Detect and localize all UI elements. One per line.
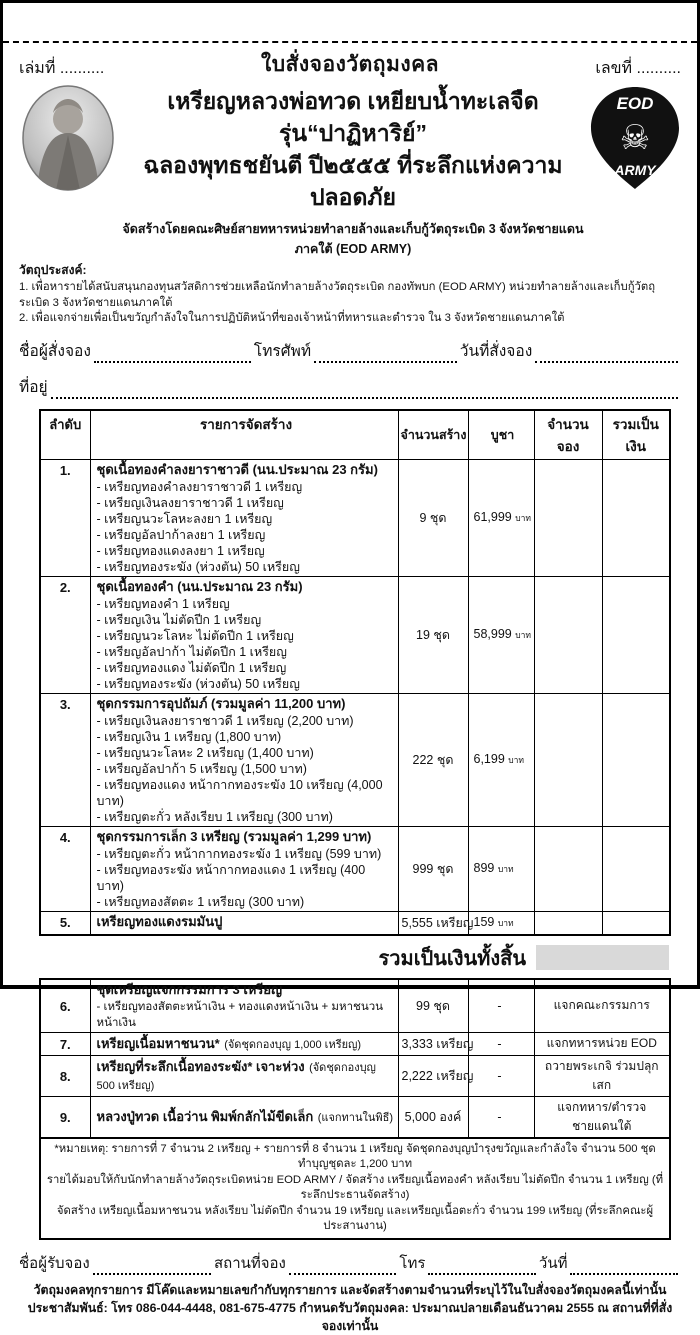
amount-cell: [602, 576, 670, 693]
qty-made-cell: 222 ชุด: [398, 693, 468, 826]
organizer-line: จัดสร้างโดยคณะศิษย์สายทหารหน่วยทำลายล้างและเก็บกู้วัตถุระเบิด 3 จังหวัดชายแดนภาคใต้ (EOD ARMY): [122, 222, 584, 256]
objectives-heading: วัตถุประสงค์:: [19, 263, 87, 277]
item-line: - เหรียญเงิน ไม่ตัดปีก 1 เหรียญ: [96, 612, 262, 627]
grand-total-label: รวมเป็นเงินทั้งสิ้น: [378, 947, 526, 970]
table-row: [40, 576, 670, 693]
item-note: (จัดชุดกองบุญ 1,000 เหรียญ): [224, 1038, 362, 1051]
qty-booked-cell: [534, 826, 602, 911]
item-line: - เหรียญทองแดง ไม่ตัดปีก 1 เหรียญ: [96, 660, 287, 675]
item-title: ชุดเหรียญแจกกรรมการ 3 เหรียญ: [96, 981, 283, 997]
item-title: เหรียญเนื้อมหาชนวน*: [96, 1035, 220, 1051]
price-cell: -: [468, 1055, 534, 1096]
table-row: [40, 826, 670, 911]
receiver-phone-label: โทร: [399, 1254, 426, 1272]
qty-made-cell: 5,000 องค์: [398, 1096, 468, 1138]
item-line: - เหรียญเงินลงยาราชาวดี 1 เหรียญ: [96, 495, 284, 510]
qty-made-cell: 5,555 เหรียญ: [398, 911, 468, 935]
footnote-line-3: จัดสร้าง เหรียญเนื้อมหาชนวน หลังเรียบ ไม่ตัดปีก จำนวน 19 เหรียญ และเหรียญเนื้อตะกั่ว จำนวน 199 เหรียญ (ที่ระลึกคณะผู้ประสานงาน): [56, 1204, 654, 1232]
item-title: ชุดกรรมการเล็ก 3 เหรียญ (รวมมูลค่า 1,299 บาท): [96, 828, 372, 844]
remark-cell: แจกทหารหน่วย EOD: [534, 1032, 670, 1055]
table-row: [40, 1096, 670, 1138]
col-header-amount: รวมเป็นเงิน: [602, 410, 670, 460]
footnote-row: [40, 1138, 670, 1239]
amulet-title-line2: ฉลองพุทธชยันตี ปี๒๕๕๕ ที่ระลึกแห่งความปลอดภัย: [143, 152, 563, 210]
receive-date-fill-line: [570, 1258, 678, 1275]
table-row: [40, 979, 670, 1033]
item-line: - เหรียญนวะโลหะลงยา 1 เหรียญ: [96, 511, 273, 526]
page-title: ใบสั่งจองวัตถุมงคล: [261, 53, 439, 76]
orderer-phone-label: โทรศัพท์: [253, 342, 312, 360]
item-line: - เหรียญอัลปาก้าลงยา 1 เหรียญ: [96, 527, 266, 542]
col-header-qty-booked: จำนวนจอง: [534, 410, 602, 460]
row-number: 3.: [40, 693, 90, 826]
item-line: - เหรียญทองคำลงยาราชาวดี 1 เหรียญ: [96, 479, 303, 494]
table-row: [40, 693, 670, 826]
objective-item-1: 1. เพื่อหารายได้สนับสนุนกองทุนสวัสดิการช่วยเหลือนักทำลายล้างวัตถุระเบิด กองทัพบก (EOD ARMY) หน่วยทำลายล้างและเก็บกู้วัตถุระเบิด 3 จังหวัดชายแดนภาคใต้: [19, 281, 656, 309]
address-fill-line: [51, 382, 678, 399]
qty-booked-cell: [534, 576, 602, 693]
item-line: - เหรียญทองคำ 1 เหรียญ: [96, 596, 230, 611]
item-line: - เหรียญตะกั่ว หลังเรียบ 1 เหรียญ (300 บาท): [96, 809, 333, 824]
item-title: เหรียญที่ระลึกเนื้อทองระฆัง* เจาะห่วง: [96, 1058, 305, 1074]
booking-place-label: สถานที่จอง: [213, 1254, 286, 1272]
item-line: - เหรียญอัลปาก้า ไม่ตัดปีก 1 เหรียญ: [96, 644, 287, 659]
perforation-line: [3, 3, 697, 43]
item-note: (แจกทานในพิธี): [317, 1111, 394, 1124]
table-row: [40, 459, 670, 576]
amount-cell: [602, 693, 670, 826]
badge-text-bottom: ARMY: [614, 162, 656, 178]
item-title: ชุดเนื้อทองคำ (นน.ประมาณ 23 กรัม): [96, 578, 303, 594]
row-number: 2.: [40, 576, 90, 693]
price-cell: 899 บาท: [468, 826, 534, 911]
price-cell: -: [468, 1032, 534, 1055]
qty-made-cell: 3,333 เหรียญ: [398, 1032, 468, 1055]
orderer-name-label: ชื่อผู้สั่งจอง: [19, 342, 91, 360]
row-number: 9.: [40, 1096, 90, 1138]
order-date-fill-line: [535, 346, 678, 363]
row-number: 7.: [40, 1032, 90, 1055]
price-cell: 159 บาท: [468, 911, 534, 935]
item-line: - เหรียญทองสัตตะ 1 เหรียญ (300 บาท): [96, 894, 305, 909]
col-header-item: รายการจัดสร้าง: [90, 410, 398, 460]
item-title: ชุดเนื้อทองคำลงยาราชาวดี (นน.ประมาณ 23 กรัม): [96, 461, 378, 477]
item-line: - เหรียญทองสัตตะหน้าเงิน + ทองแดงหน้าเงิน + มหาชนวนหน้าเงิน: [96, 1000, 384, 1029]
item-line: - เหรียญทองระฆัง (ห่วงตัน) 50 เหรียญ: [96, 559, 300, 574]
item-line: - เหรียญทองแดง หน้ากากทองระฆัง 10 เหรียญ (4,000 บาท): [96, 777, 383, 808]
order-table-header-row: [40, 410, 670, 460]
receiver-phone-fill-line: [428, 1258, 536, 1275]
address-row: [19, 374, 681, 399]
item-line: - เหรียญอัลปาก้า 5 เหรียญ (1,500 บาท): [96, 761, 307, 776]
item-line: - เหรียญตะกั่ว หน้ากากทองระฆัง 1 เหรียญ (599 บาท): [96, 846, 382, 861]
order-date-label: วันที่สั่งจอง: [459, 342, 533, 360]
item-line: - เหรียญทองระฆัง (ห่วงตัน) 50 เหรียญ: [96, 676, 300, 691]
table-row: [40, 911, 670, 935]
item-line: - เหรียญเงินลงยาราชาวดี 1 เหรียญ (2,200 บาท): [96, 713, 354, 728]
row-number: 8.: [40, 1055, 90, 1096]
monk-photo: [19, 83, 117, 193]
qty-booked-cell: [534, 459, 602, 576]
amount-cell: [602, 459, 670, 576]
doc-number-field: เลขที่ ..........: [595, 60, 681, 77]
price-cell: 61,999 บาท: [468, 459, 534, 576]
item-line: - เหรียญทองระฆัง หน้ากากทองแดง 1 เหรียญ (400 บาท): [96, 862, 366, 893]
skull-crossbones-icon: ☠: [619, 119, 651, 157]
price-cell: -: [468, 1096, 534, 1138]
grand-total-row: [39, 942, 669, 974]
qty-booked-cell: [534, 693, 602, 826]
footnote-line-2: รายได้มอบให้กับนักทำลายล้างวัตถุระเบิดหน่วย EOD ARMY / จัดสร้าง เหรียญเนื้อทองคำ หลังเรียบ ไม่ตัดปีก จำนวน 1 เหรียญ (ที่ระลึกประธานจัดสร้าง): [46, 1173, 664, 1201]
qty-made-cell: 2,222 เหรียญ: [398, 1055, 468, 1096]
item-line: - เหรียญนวะโลหะ 2 เหรียญ (1,400 บาท): [96, 745, 314, 760]
grand-total-box: [536, 945, 669, 970]
distribution-table: [39, 978, 671, 1240]
price-cell: 58,999 บาท: [468, 576, 534, 693]
remark-cell: ถวายพระเกจิ ร่วมปลุกเสก: [534, 1055, 670, 1096]
badge-text-top: EOD: [616, 94, 654, 113]
amount-cell: [602, 826, 670, 911]
row-number: 6.: [40, 979, 90, 1033]
address-label: ที่อยู่: [19, 378, 48, 396]
table-row: [40, 1032, 670, 1055]
receiver-name-fill-line: [93, 1258, 211, 1275]
item-title: หลวงปู่ทวด เนื้อว่าน พิมพ์กลักไม้ขีดเล็ก: [96, 1108, 314, 1124]
orderer-name-fill-line: [94, 346, 251, 363]
footer-note-line-1: วัตถุมงคลทุกรายการ มีโค๊ดและหมายเลขกำกับทุกรายการ และจัดสร้างตามจำนวนที่ระบุไว้ในใบสั่งจองวัตถุมงคลนี้เท่านั้น: [33, 1282, 667, 1297]
item-line: - เหรียญเงิน 1 เหรียญ (1,800 บาท): [96, 729, 282, 744]
row-number: 4.: [40, 826, 90, 911]
col-header-price: บูชา: [468, 410, 534, 460]
price-cell: -: [468, 979, 534, 1033]
row-number: 1.: [40, 459, 90, 576]
remark-cell: แจกคณะกรรมการ: [534, 979, 670, 1033]
price-cell: 6,199 บาท: [468, 693, 534, 826]
booking-place-fill-line: [289, 1258, 397, 1275]
remark-cell: แจกทหาร/ตำรวจชายแดนใต้: [534, 1096, 670, 1138]
receiver-info-row: [19, 1251, 681, 1275]
orderer-phone-fill-line: [314, 346, 457, 363]
qty-made-cell: 99 ชุด: [398, 979, 468, 1033]
qty-made-cell: 9 ชุด: [398, 459, 468, 576]
eod-army-badge: [589, 85, 681, 191]
qty-made-cell: 999 ชุด: [398, 826, 468, 911]
order-table: [39, 409, 671, 936]
table-row: [40, 1055, 670, 1096]
item-line: - เหรียญทองแดงลงยา 1 เหรียญ: [96, 543, 265, 558]
objectives-section: [19, 261, 681, 327]
header: [19, 48, 681, 81]
amount-cell: [602, 911, 670, 935]
footnote-line-1: *หมายเหตุ: รายการที่ 7 จำนวน 2 เหรียญ + รายการที่ 8 จำนวน 1 เหรียญ จัดชุดกองบุญบำรุงขวัญและกำลังใจ จำนวน 500 ชุด ทำบุญชุดละ 1,200 บาท: [54, 1142, 656, 1170]
row-number: 5.: [40, 911, 90, 935]
orderer-info-row: [19, 338, 681, 363]
col-header-qty-made: จำนวนสร้าง: [398, 410, 468, 460]
qty-booked-cell: [534, 911, 602, 935]
item-line: - เหรียญนวะโลหะ ไม่ตัดปีก 1 เหรียญ: [96, 628, 294, 643]
amulet-title-line1: เหรียญหลวงพ่อทวด เหยียบน้ำทะเลจืด รุ่น“ปาฏิหาริย์”: [167, 88, 539, 146]
receive-date-label: วันที่: [538, 1254, 568, 1272]
footer-note-line-2: ประชาสัมพันธ์: โทร 086-044-4448, 081-675-4775 กำหนดรับวัตถุมงคล: ประมาณปลายเดือนธันวาคม 2555 ณ สถานที่ที่สั่งจองเท่านั้น: [27, 1300, 673, 1333]
volume-number-field: เล่มที่ ..........: [19, 60, 105, 77]
objective-item-2: 2. เพื่อแจกจ่ายเพื่อเป็นขวัญกำลังใจในการปฏิบัติหน้าที่ของเจ้าหน้าที่ทหารและตำรวจ ใน 3 จังหวัดชายแดนภาคใต้: [19, 312, 565, 324]
col-header-no: ลำดับ: [40, 410, 90, 460]
receiver-name-label: ชื่อผู้รับจอง: [19, 1254, 90, 1272]
item-title: เหรียญทองแดงรมมันปู: [96, 913, 223, 929]
qty-made-cell: 19 ชุด: [398, 576, 468, 693]
item-note: (จัดชุดกองบุญ 500 เหรียญ): [96, 1061, 376, 1092]
item-title: ชุดกรรมการอุปถัมภ์ (รวมมูลค่า 11,200 บาท): [96, 695, 346, 711]
